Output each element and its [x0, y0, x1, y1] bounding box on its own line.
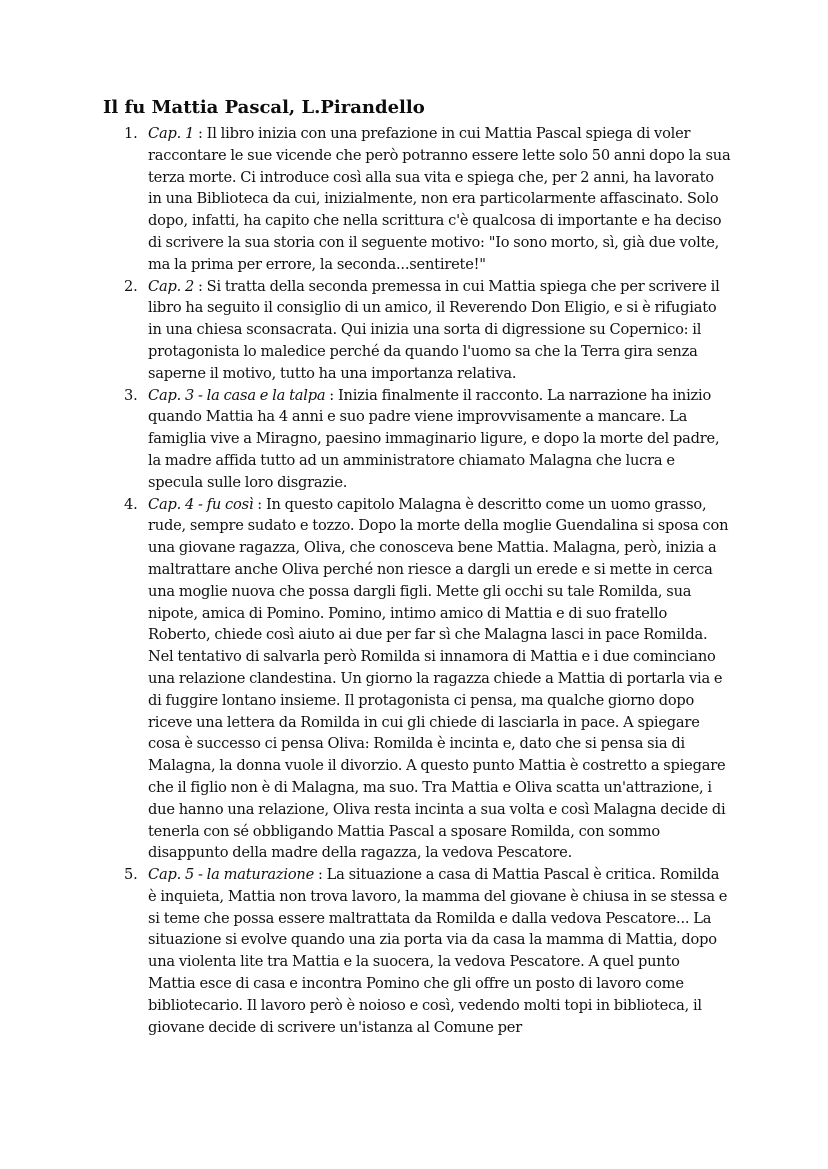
chapter-label: Cap. 1	[148, 125, 195, 142]
chapter-label: Cap. 5 - la maturazione	[148, 866, 315, 884]
chapter-summary: : In questo capitolo Malagna è descritto come un uomo grasso, rude, sempre sudato e tozzo. Dopo la morte della moglie Guendalina si sposa con una giovane ragazza, Oliva, che conosceva bene Mattia. Malagna, però, inizia a maltrattare anche Oliva perché non riesce a dargli un erede e si mette in cerca una moglie nuova che possa dargli figli. Mette gli occhi su tale Romilda, sua nipote, amica di Pomino. Pomino, intimo amico di Mattia e di suo fratello Roberto, chiede così aiuto ai due per far sì che Malagna lasci in pace Romilda. Nel tentativo di salvarla però Romilda si innamora di Mattia e i due cominciano una relazione clandestina. Un giorno la ragazza chiede a Mattia di portarla via e di fuggire lontano insieme. Il protagonista ci pensa, ma qualche giorno dopo riceve una lettera da Romilda in cui gli chiede di lasciarla in pace. A spiegare cosa è successo ci pensa Oliva: Romilda è incinta e, dato che si pensa sia di Malagna, la donna vuole il divorzio. A questo punto Mattia è costretto a spiegare che il figlio non è di Malagna, ma suo. Tra Mattia e Oliva scatta un'attrazione, i due hanno una relazione, Oliva resta incinta a sua volta e così Malagna decide di tenerla con sé obbligando Mattia Pascal a sposare Romilda, con sommo disappunto della madre della ragazza, la vedova Pescatore.	[148, 495, 729, 862]
chapter-summary: : Si tratta della seconda premessa in cui Mattia spiega che per scrivere il libro ha seguito il consiglio di un amico, il Reverendo Don Eligio, e si è rifugiato in una chiesa sconsacrata. Qui inizia una sorta di digressione su Copernico: il protagonista lo maledice perché da quando l'uomo sa che la Terra gira senza saperne il motivo, tutto ha una importanza relativa.	[148, 277, 720, 382]
list-item	[103, 494, 731, 865]
list-item	[103, 385, 731, 494]
chapter-label: Cap. 3 - la casa e la talpa	[148, 386, 326, 404]
list-item	[103, 123, 731, 276]
item-number: 1.	[124, 125, 138, 142]
chapter-summary: : Inizia finalmente il racconto. La narrazione ha inizio quando Mattia ha 4 anni e suo padre viene improvvisamente a mancare. La famiglia vive a Miragno, paesino immaginario ligure, e dopo la morte del padre, la madre affida tutto ad un amministratore chiamato Malagna che lucra e specula sulle loro disgrazie.	[148, 386, 720, 491]
chapter-summary: : La situazione a casa di Mattia Pascal è critica. Romilda è inquieta, Mattia non trova lavoro, la mamma del giovane è chiusa in se stessa e si teme che possa essere maltrattata da Romilda e dalla vedova Pescatore... La situazione si evolve quando una zia porta via da casa la mamma di Mattia, dopo una violenta lite tra Mattia e la suocera, la vedova Pescatore. A quel punto Mattia esce di casa e incontra Pomino che gli offre un posto di lavoro come bibliotecario. Il lavoro però è noioso e così, vedendo molti topi in biblioteca, il giovane decide di scrivere un'istanza al Comune per	[148, 866, 728, 1036]
chapter-summary: : Il libro inizia con una prefazione in cui Mattia Pascal spiega di voler raccontare le sue vicende che però potranno essere lette solo 50 anni dopo la sua terza morte. Ci introduce così alla sua vita e spiega che, per 2 anni, ha lavorato in una Biblioteca da cui, inizialmente, non era particolarmente affascinato. Solo dopo, infatti, ha capito che nella scrittura c'è qualcosa di importante e ha deciso di scrivere la sua storia con il seguente motivo: "Io sono morto, sì, già due volte, ma la prima per errore, la seconda...sentirete!"	[148, 125, 731, 273]
document-title: Il fu Mattia Pascal, L.Pirandello	[103, 97, 425, 118]
item-number: 2.	[124, 277, 138, 295]
list-item	[103, 864, 731, 1038]
chapter-label: Cap. 4 - fu così	[148, 495, 254, 513]
chapter-label: Cap. 2	[148, 277, 195, 295]
document-page	[103, 95, 731, 1038]
item-number: 3.	[124, 386, 138, 404]
item-number: 5.	[124, 866, 138, 884]
item-number: 4.	[124, 495, 138, 513]
list-item	[103, 276, 731, 385]
chapter-list	[103, 123, 731, 1038]
